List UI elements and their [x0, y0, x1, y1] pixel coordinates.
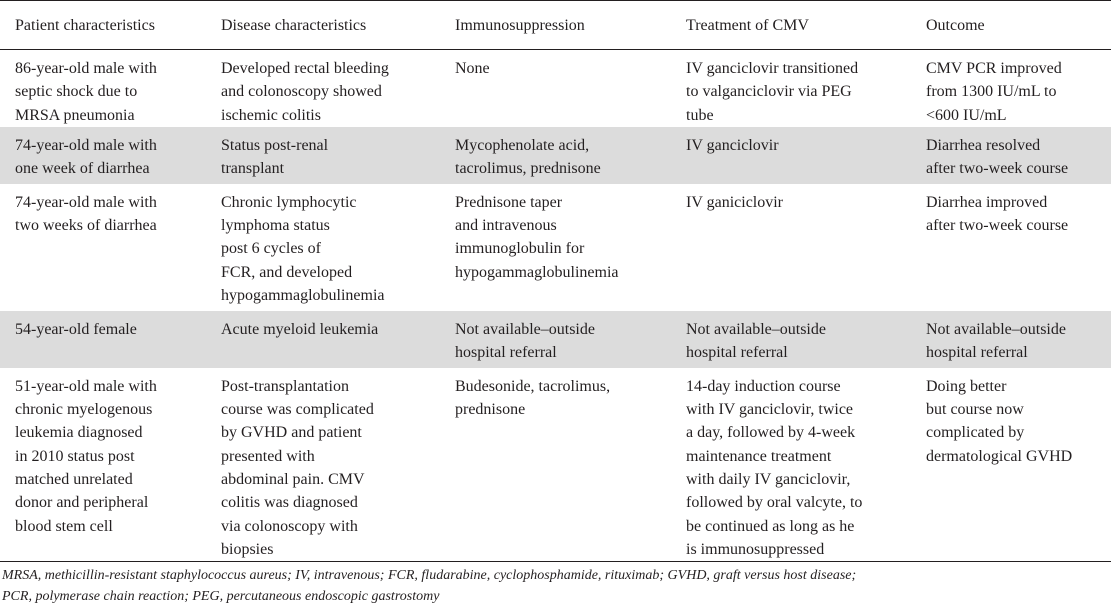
cell-text-line: be continued as long as he: [686, 517, 855, 535]
cell-text-line: IV ganiciclovir: [686, 193, 784, 211]
cell-text-line: colitis was diagnosed: [221, 494, 358, 512]
cell-text-line: None: [455, 60, 490, 77]
cell-treatment-of-cmv: [670, 127, 910, 184]
cell-text-line: <600 IU/mL: [926, 106, 1007, 124]
cell-text-line: via colonoscopy with: [221, 517, 358, 535]
cell-text-line: tube: [686, 106, 714, 124]
table-row: [0, 50, 1111, 127]
cell-outcome: [910, 184, 1111, 311]
cell-patient-characteristics: [0, 184, 205, 311]
cell-text-line: Acute myeloid leukemia: [221, 320, 379, 338]
cell-text-line: followed by oral valcyte, to: [686, 494, 863, 512]
cell-text-line: to valganciclovir via PEG: [686, 83, 852, 101]
cell-text-line: matched unrelated: [15, 471, 133, 489]
cell-text-line: two weeks of diarrhea: [15, 217, 157, 235]
cell-text-line: post 6 cycles of: [221, 240, 321, 258]
cell-text-line: complicated by: [926, 424, 1025, 442]
cell-text-line: hypogammaglobulinemia: [455, 263, 619, 281]
cell-treatment-of-cmv: [670, 50, 910, 127]
cell-patient-characteristics: [0, 368, 205, 562]
header-row: [0, 1, 1111, 50]
footnote-line-1: MRSA, methicillin-resistant staphylococcus aureus; IV, intravenous; FCR, fludarabine, cyclophosphamide, rituximab; GVHD, graft versus host disease;: [2, 568, 857, 583]
cell-text-line: 14-day induction course: [686, 377, 841, 395]
cell-text-line: Post-transplantation: [221, 377, 349, 395]
cell-text-line: course was complicated: [221, 401, 374, 419]
cell-text-line: and colonoscopy showed: [221, 83, 382, 101]
cell-patient-characteristics: [0, 50, 205, 127]
cell-text-line: 74-year-old male with: [15, 136, 157, 154]
cell-text-line: FCR, and developed: [221, 263, 353, 281]
cell-treatment-of-cmv: [670, 311, 910, 368]
cell-immunosuppression: [439, 184, 670, 311]
cell-text-line: with daily IV ganciclovir,: [686, 471, 851, 489]
cell-text-line: in 2010 status post: [15, 447, 135, 465]
cell-text-line: with IV ganciclovir, twice: [686, 401, 854, 419]
cell-disease-characteristics: [205, 127, 439, 184]
table-row: [0, 184, 1111, 311]
cell-text-line: by GVHD and patient: [221, 424, 362, 442]
cell-text-line: immunoglobulin for: [455, 240, 585, 258]
cell-text-line: Budesonide, tacrolimus,: [455, 377, 611, 395]
cell-text-line: tacrolimus, prednisone: [455, 160, 601, 178]
cell-text-line: Chronic lymphocytic: [221, 193, 357, 211]
table-row: [0, 368, 1111, 562]
cell-text-line: Prednisone taper: [455, 193, 563, 211]
cell-treatment-of-cmv: [670, 184, 910, 311]
table-footnote: [2, 565, 1102, 607]
cell-patient-characteristics: [0, 311, 205, 368]
cell-text-line: is immunosuppressed: [686, 540, 825, 558]
table-body: [0, 50, 1111, 562]
cell-text-line: blood stem cell: [15, 517, 113, 535]
cell-text-line: donor and peripheral: [15, 494, 149, 512]
cell-immunosuppression: [439, 368, 670, 562]
cell-text-line: prednisone: [455, 401, 526, 419]
cell-text-line: hospital referral: [926, 344, 1028, 362]
cell-text-line: dermatological GVHD: [926, 447, 1073, 465]
cell-text-line: Mycophenolate acid,: [455, 136, 590, 154]
cell-patient-characteristics: [0, 127, 205, 184]
cell-disease-characteristics: [205, 50, 439, 127]
cell-text-line: transplant: [221, 160, 285, 178]
footnote-line-2: PCR, polymerase chain reaction; PEG, percutaneous endoscopic gastrostomy: [2, 589, 440, 604]
table-row: [0, 311, 1111, 368]
cell-text-line: 74-year-old male with: [15, 193, 157, 211]
cell-text-line: presented with: [221, 447, 315, 465]
cell-outcome: [910, 311, 1111, 368]
header-disease-characteristics: Disease characteristics: [221, 17, 367, 34]
cell-text-line: abdominal pain. CMV: [221, 471, 365, 489]
table-header: [0, 1, 1111, 50]
cell-text-line: MRSA pneumonia: [15, 106, 135, 124]
cell-text-line: one week of diarrhea: [15, 160, 150, 178]
cell-text-line: IV ganciclovir: [686, 136, 779, 154]
cell-text-line: CMV PCR improved: [926, 60, 1062, 77]
cell-text-line: chronic myelogenous: [15, 401, 153, 419]
cell-text-line: 54-year-old female: [15, 320, 137, 338]
cell-text-line: 51-year-old male with: [15, 377, 157, 395]
cell-text-line: Doing better: [926, 377, 1007, 395]
cell-text-line: IV ganciclovir transitioned: [686, 60, 859, 77]
cell-text-line: Status post-renal: [221, 136, 329, 154]
cell-text-line: Diarrhea improved: [926, 193, 1048, 211]
cell-text-line: after two-week course: [926, 217, 1069, 235]
header-patient-characteristics: Patient characteristics: [15, 17, 155, 34]
header-immunosuppression: Immunosuppression: [455, 17, 585, 34]
cell-text-line: Diarrhea resolved: [926, 136, 1041, 154]
table-row: [0, 127, 1111, 184]
cell-text-line: from 1300 IU/mL to: [926, 83, 1057, 101]
cell-text-line: maintenance treatment: [686, 447, 832, 465]
cell-text-line: a day, followed by 4-week: [686, 424, 856, 442]
cell-immunosuppression: [439, 311, 670, 368]
cell-text-line: ischemic colitis: [221, 106, 321, 124]
cell-text-line: Not available–outside: [455, 320, 595, 338]
cell-immunosuppression: [439, 50, 670, 127]
cell-text-line: lymphoma status: [221, 217, 330, 235]
cell-outcome: [910, 50, 1111, 127]
cell-text-line: 86-year-old male with: [15, 60, 157, 77]
cell-disease-characteristics: [205, 184, 439, 311]
cell-text-line: and intravenous: [455, 217, 557, 235]
cell-text-line: Not available–outside: [686, 320, 826, 338]
cell-text-line: hospital referral: [686, 344, 788, 362]
cell-text-line: hypogammaglobulinemia: [221, 287, 385, 305]
header-outcome: Outcome: [926, 17, 985, 34]
cell-text-line: biopsies: [221, 540, 274, 558]
cell-immunosuppression: [439, 127, 670, 184]
cell-disease-characteristics: [205, 368, 439, 562]
cell-disease-characteristics: [205, 311, 439, 368]
cell-text-line: Developed rectal bleeding: [221, 60, 389, 77]
header-treatment-of-cmv: Treatment of CMV: [686, 17, 809, 34]
cell-text-line: septic shock due to: [15, 83, 138, 101]
cell-treatment-of-cmv: [670, 368, 910, 562]
cell-text-line: hospital referral: [455, 344, 557, 362]
cell-text-line: leukemia diagnosed: [15, 424, 143, 442]
cell-text-line: but course now: [926, 401, 1024, 419]
cell-text-line: after two-week course: [926, 160, 1069, 178]
cell-text-line: Not available–outside: [926, 320, 1066, 338]
cell-outcome: [910, 368, 1111, 562]
cell-outcome: [910, 127, 1111, 184]
